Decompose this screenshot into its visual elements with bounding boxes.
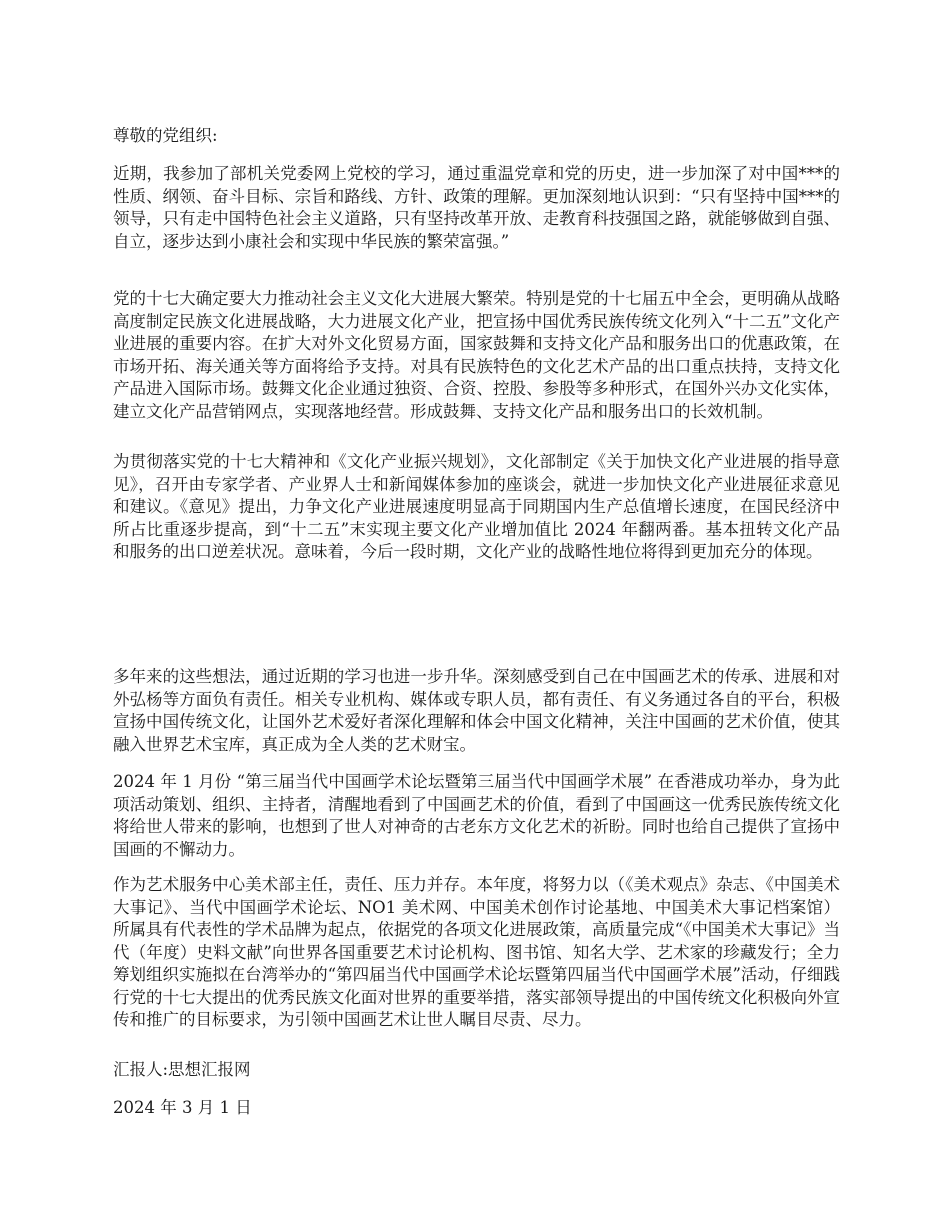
paragraph-1: 近期，我参加了部机关党委网上党校的学习，通过重温党章和党的历史，进一步加深了对中国***的性质、纲领、奋斗目标、宗旨和路线、方针、政策的理解。更加深刻地认识到：“只有坚持中国***的领导，只有走中国特色社会主义道路，只有坚持改革开放、走教育科技强国之路，就能够做到自强、自立，逐步达到小康社会和实现中华民族的繁荣富强。” — [113, 164, 840, 251]
paragraph-4: 多年来的这些想法，通过近期的学习也进一步升华。深刻感受到自己在中国画艺术的传承、进展和对外弘杨等方面负有责任。相关专业机构、媒体或专职人员，都有责任、有义务通过各自的平台，积极宣扬中国传统文化，让国外艺术爱好者深化理解和体会中国文化精神，关注中国画的艺术价值，使其融入世界艺术宝库，真正成为全人类的艺术财宝。 — [113, 667, 840, 754]
report-date: 2024 年 3 月 1 日 — [113, 1098, 252, 1117]
salutation: 尊敬的党组织: — [113, 126, 218, 145]
paragraph-3: 为贯彻落实党的十七大精神和《文化产业振兴规划》，文化部制定《关于加快文化产业进展的指导意见》，召开由专家学者、产业界人士和新闻媒体参加的座谈会，就进一步加快文化产业进展征求意见和建议。《意见》提出，力争文化产业进展速度明显高于同期国内生产总值增长速度，在国民经济中所占比重逐步提高，到“十二五”末实现主要文化产业增加值比 2024 年翻两番。基本扭转文化产品和服务的出口逆差状况。意味着，今后一段时期，文化产业的战略性地位将得到更加充分的体现。 — [113, 452, 840, 561]
paragraph-2: 党的十七大确定要大力推动社会主义文化大进展大繁荣。特别是党的十七届五中全会，更明确从战略高度制定民族文化进展战略，大力进展文化产业，把宣扬中国优秀民族传统文化列入“十二五”文化产业进展的重要内容。在扩大对外文化贸易方面，国家鼓舞和支持文化产品和服务出口的优惠政策，在市场开拓、海关通关等方面将给予支持。对具有民族特色的文化艺术产品的出口重点扶持，支持文化产品进入国际市场。鼓舞文化企业通过独资、合资、控股、参股等多种形式，在国外兴办文化实体，建立文化产品营销网点，实现落地经营。形成鼓舞、支持文化产品和服务出口的长效机制。 — [113, 289, 840, 421]
paragraph-6: 作为艺术服务中心美术部主任，责任、压力并存。本年度，将努力以（《美术观点》杂志、《中国美术大事记》、当代中国画学术论坛、NO1 美术网、中国美术创作讨论基地、中国美术大事记档案馆）所属具有代表性的学术品牌为起点，依据党的各项文化进展政策，高质量完成“《中国美术大事记》当代（年度）史料文献”向世界各国重要艺术讨论机构、图书馆、知名大学、艺术家的珍藏发行；全力筹划组织实施拟在台湾举办的“第四届当代中国画学术论坛暨第四届当代中国画学术展”活动，仔细践行党的十七大提出的优秀民族文化面对世界的重要举措，落实部领导提出的中国传统文化积极向外宣传和推广的目标要求，为引领中国画艺术让世人瞩目尽责、尽力。 — [113, 875, 840, 1029]
reporter-signature: 汇报人:思想汇报网 — [113, 1060, 251, 1079]
paragraph-5: 2024 年 1 月份 “第三届当代中国画学术论坛暨第三届当代中国画学术展” 在香港成功举办，身为此项活动策划、组织、主持者，清醒地看到了中国画艺术的价值，看到了中国画这一优秀民族传统文化将给世人带来的影响，也想到了世人对神奇的古老东方文化艺术的祈盼。同时也给自己提供了宣扬中国画的不懈动力。 — [113, 772, 840, 859]
